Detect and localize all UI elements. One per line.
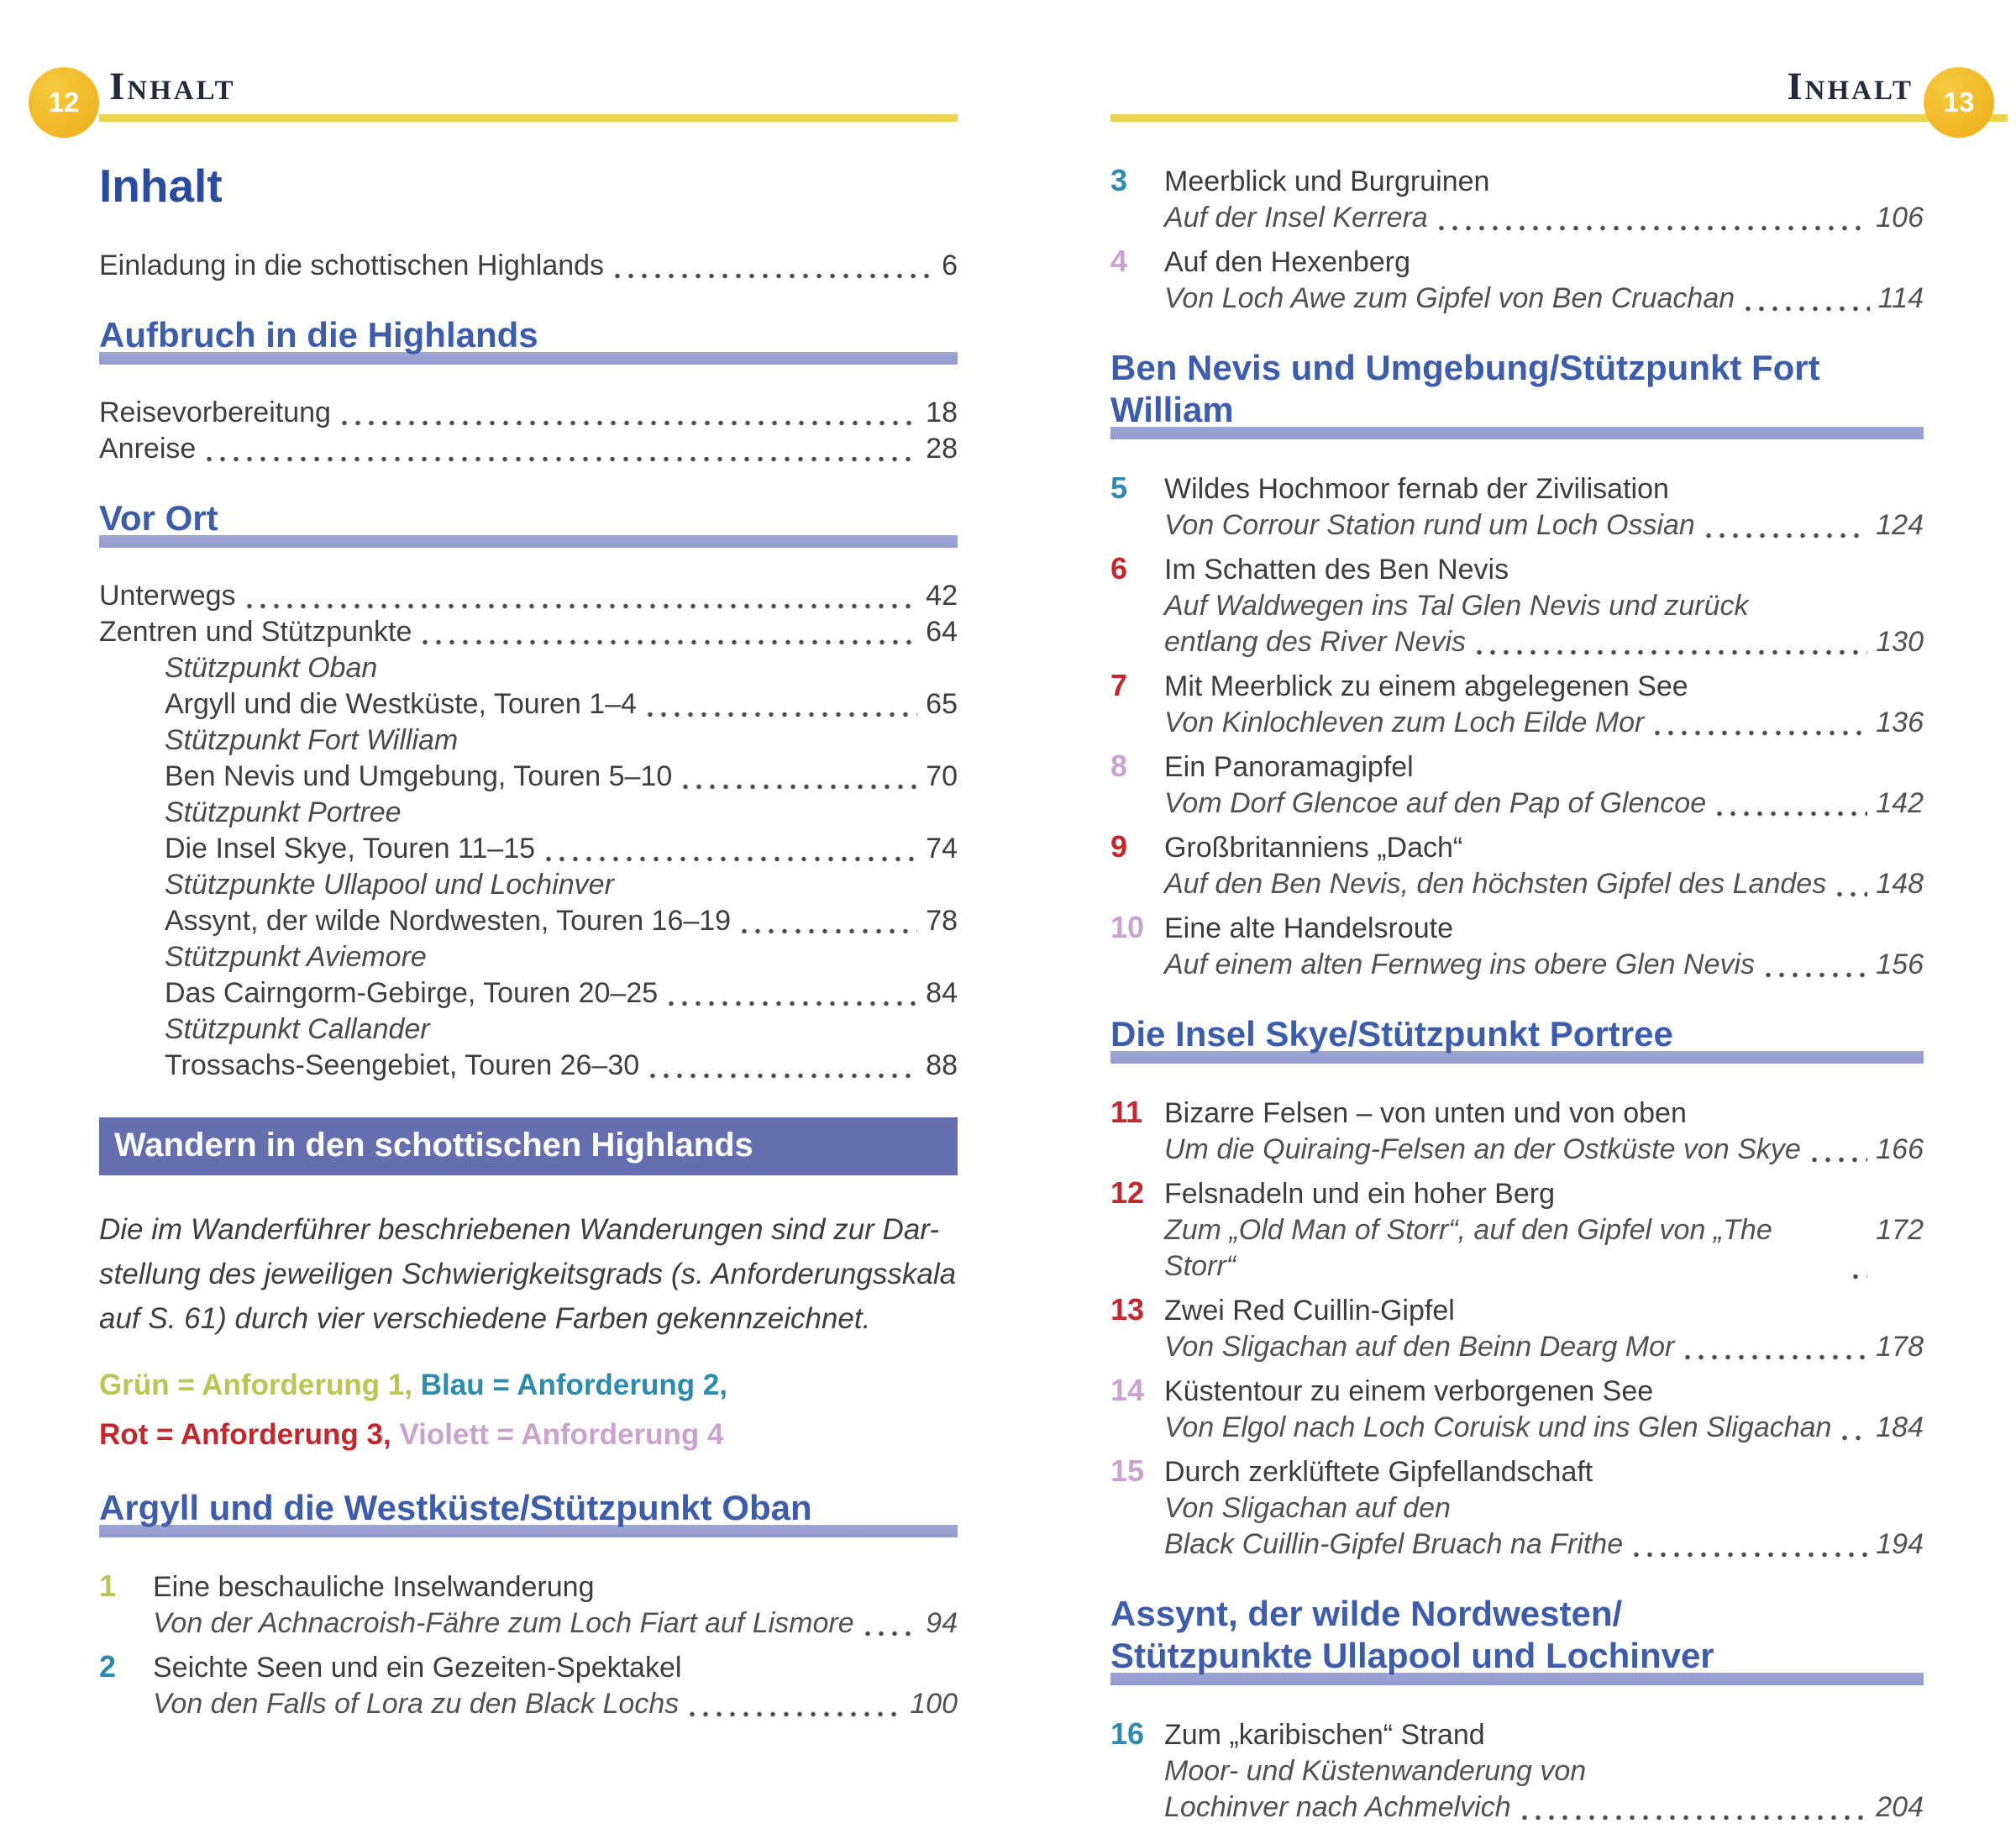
toc-entry [99,431,958,467]
dot-leader [864,1630,918,1637]
tour-subtitle-text: Zum „Old Man of Storr“, auf den Gipfel von „The Storr“ [1164,1214,1772,1282]
tour-item [1110,243,1924,317]
tour-number: 2 [99,1649,117,1684]
tour-title: Im Schatten des Ben Nevis [1164,554,1509,586]
tour-subtitle-text: Auf der Insel Kerrera [1164,202,1428,234]
tour-subtitle [1164,1527,1924,1563]
dot-leader [1765,971,1867,979]
toc-entry-label: Stützpunkt Callander [165,1013,430,1045]
toc-entry-list [99,578,958,1084]
toc-entry-page: 74 [926,833,958,864]
tour-subtitle-row [1110,200,1924,236]
section-heading [1110,1593,1924,1685]
tour-subtitle [1164,1753,1924,1789]
tour-number: 5 [1110,470,1128,505]
tour-subtitle-text: Von der Achnacroish-Fähre zum Loch Fiart auf Lismore [153,1607,854,1639]
toc-entry-label: Stützpunkte Ullapool und Lochinver [165,869,614,901]
tour-number: 12 [1110,1175,1145,1210]
tour-subtitle-text: Von Elgol nach Loch Coruisk und ins Glen Sligachan [1164,1411,1832,1443]
tour-title-row [99,1568,958,1605]
tour-subtitle-row [1110,507,1924,544]
toc-entry-page: 65 [926,688,958,720]
dot-leader [1836,891,1867,898]
tour-subtitle [1164,1789,1924,1826]
tour-subtitle-text: Lochinver nach Achmelvich [1164,1791,1511,1823]
tour-number: 4 [1110,244,1128,278]
note-line: auf S. 61) durch vier verschiedene Farben gekennzeichnet. [99,1302,871,1335]
tour-subtitle-row [1110,947,1924,983]
toc-entry-page: 6 [942,250,958,281]
tour-subtitle-text: entlang des River Nevis [1164,626,1467,658]
tour-section-argyll [99,1487,958,1722]
toc-entry [99,939,958,975]
dot-leader [689,1711,901,1718]
tour-item [1110,470,1924,544]
tour-subtitle-row [1110,1490,1924,1527]
dot-leader [1745,305,1870,313]
tour-list [1110,1094,1924,1563]
tour-subtitle-row [99,1605,958,1642]
tour-item [99,1568,958,1642]
tour-title-row [1110,243,1924,281]
tour-subtitle [1164,1212,1924,1285]
tour-title: Auf den Hexenberg [1164,246,1410,278]
tour-subtitle-row [1110,1410,1924,1446]
tour-subtitle-text: Auf Waldwegen ins Tal Glen Nevis und zurück [1164,590,1749,622]
tour-item [1110,1716,1924,1826]
tour-item [1110,1174,1924,1285]
dot-leader [1438,224,1868,232]
tour-title: Ein Panoramagipfel [1164,751,1414,783]
section-heading-text: Die Insel Skye/Stützpunkt Portree [1110,1014,1673,1054]
tour-item [1110,1291,1924,1365]
section-heading-text: Argyll und die Westküste/Stützpunkt Oban [99,1488,812,1527]
tour-title: Meerblick und Burgruinen [1164,166,1490,197]
dot-leader [614,272,933,280]
tour-subtitle-text: Vom Dorf Glencoe auf den Pap of Glencoe [1164,787,1707,819]
tour-subtitle-row [1110,1789,1924,1826]
tour-page: 178 [1876,1331,1924,1363]
toc-entry-label: Stützpunkt Aviemore [165,941,427,973]
toc-entry-page: 70 [926,760,958,792]
toc-entry [99,759,958,795]
tour-subtitle-text: Von Corrour Station rund um Loch Ossian [1164,509,1695,541]
tour-number: 14 [1110,1373,1145,1407]
tour-group [1110,347,1924,983]
toc-entry [99,903,958,939]
dot-leader [682,783,917,791]
tour-title-row [1110,1453,1924,1490]
toc-entry-page: 42 [926,580,958,612]
dot-leader [1811,1156,1867,1164]
tour-subtitle-row [1110,705,1924,741]
tour-item [1110,667,1924,741]
tour-title: Seichte Seen und ein Gezeiten-Spektakel [153,1652,682,1684]
tour-subtitle-text: Von Sligachan auf den [1164,1492,1451,1524]
toc-entry [99,614,958,650]
toc-entry [99,1012,958,1048]
tour-group [1110,162,1924,317]
tour-title-row [1110,162,1924,200]
tour-title: Zum „karibischen“ Strand [1164,1719,1485,1751]
dot-leader [649,1072,917,1080]
tour-subtitle-text: Moor- und Küstenwanderung von [1164,1755,1587,1787]
tour-page: 172 [1876,1214,1924,1246]
note-line: Die im Wanderführer beschriebenen Wanderungen sind zur Dar- [99,1213,939,1246]
tour-number: 1 [99,1569,117,1603]
toc-entry-label: Unterwegs [99,580,236,612]
tour-item [1110,1372,1924,1446]
tour-subtitle-text: Black Cuillin-Gipfel Bruach na Frithe [1164,1528,1624,1560]
page-right [1110,45,1975,1834]
dot-leader [545,855,917,863]
dot-leader [246,602,918,610]
tour-subtitle [1164,1132,1924,1168]
dot-leader [206,455,917,463]
tour-page: 130 [1876,626,1924,658]
tour-item [1110,162,1924,236]
tour-groups [1110,162,1924,1826]
section-heading-text: Aufbruch in die Highlands [99,315,538,355]
toc-entry-label: Einladung in die schottischen Highlands [99,250,605,281]
toc-entry-label: Stützpunkt Fort William [165,724,459,756]
tour-group [1110,1593,1924,1826]
tour-number: 16 [1110,1716,1145,1751]
toc-entry-list [99,395,958,467]
toc-entry [99,395,958,431]
tour-title-row [1110,748,1924,786]
tour-page: 94 [926,1607,958,1639]
tour-subtitle-text: Von Loch Awe zum Gipfel von Ben Cruachan [1164,282,1735,314]
toc-entry-label: Anreise [99,433,197,465]
toc-entry-label: Das Cairngorm-Gebirge, Touren 20–25 [165,977,659,1009]
toc-entry-label: Zentren und Stützpunkte [99,616,412,648]
tour-subtitle-row [1110,624,1924,660]
tour-page: 136 [1876,707,1924,738]
tour-page: 194 [1876,1528,1924,1560]
legend-segment: Blau = Anforderung 2, [420,1369,728,1401]
tour-subtitle-text: Auf einem alten Fernweg ins obere Glen Nevis [1164,949,1756,980]
toc-entry-label: Stützpunkt Portree [165,796,402,828]
tour-title-row [1110,1716,1924,1753]
toc-entry [99,578,958,614]
tour-subtitle [1164,786,1924,822]
section-heading-text: Vor Ort [99,498,218,538]
tour-item [1110,550,1924,660]
tour-group [1110,1013,1924,1563]
tour-page: 124 [1876,509,1924,541]
tour-page: 166 [1876,1133,1924,1165]
dot-leader [1705,532,1867,539]
toc-entry [99,867,958,903]
tour-page: 156 [1876,949,1924,980]
dot-leader [341,419,917,427]
tour-subtitle [1164,1490,1924,1527]
tour-item [1110,748,1924,822]
tour-title-row [1110,470,1924,507]
tour-title: Mit Meerblick zu einem abgelegenen See [1164,670,1688,702]
tour-subtitle [1164,947,1924,983]
tour-title: Bizarre Felsen – von unten und von oben [1164,1097,1687,1129]
dot-leader [1684,1353,1867,1361]
toc-sections [99,314,958,1084]
dot-leader [1654,729,1867,737]
tour-title-row [1110,550,1924,588]
tour-subtitle-text: Von Kinlochleven zum Loch Eilde Mor [1164,707,1645,738]
tour-subtitle-row [1110,588,1924,624]
page-title: Inhalt [99,160,223,212]
tour-title: Felsnadeln und ein hoher Berg [1164,1178,1555,1210]
toc-entry-label: Ben Nevis und Umgebung, Touren 5–10 [165,760,673,792]
tour-number: 13 [1110,1292,1145,1327]
page-header-right [1110,45,2008,122]
tour-number: 15 [1110,1453,1145,1488]
dot-leader [668,1000,917,1007]
toc-entry-intro [99,248,958,284]
section-heading-text: Stützpunkte Ullapool und Lochinver [1110,1636,1714,1675]
tour-number: 10 [1110,910,1145,944]
tour-title-row [99,1648,958,1686]
toc-entry-page: 28 [926,433,958,465]
toc-entry [99,975,958,1012]
legend-segment: Rot = Anforderung 3, [99,1418,391,1451]
tour-subtitle-text: Von den Falls of Lora zu den Black Lochs [153,1688,680,1720]
toc-entry-label: Stützpunkt Oban [165,652,378,684]
tour-subtitle-row [1110,866,1924,902]
tour-title-row [1110,1372,1924,1410]
difficulty-note [99,1207,958,1341]
dot-leader [1716,810,1867,817]
legend-segment: Violett = Anforderung 4 [399,1418,724,1451]
tour-subtitle-text: Auf den Ben Nevis, den höchsten Gipfel des Landes [1164,868,1827,900]
page-number-badge: 12 [29,67,99,138]
tour-page: 114 [1877,282,1924,314]
section-heading [99,314,958,365]
tour-page: 184 [1876,1411,1924,1443]
tour-subtitle [1164,1329,1924,1365]
toc-entry [99,831,958,867]
tour-subtitle-row [1110,1329,1924,1365]
section-heading [99,1487,958,1537]
toc-entry [99,723,958,759]
tour-subtitle [1164,866,1924,902]
note-line: stellung des jeweiligen Schwierigkeitsgrads (s. Anforderungsskala [99,1258,957,1290]
tour-page: 106 [1876,202,1924,234]
tour-title: Zwei Red Cuillin-Gipfel [1164,1295,1455,1327]
tour-page: 204 [1876,1791,1924,1823]
dot-leader [1852,1273,1867,1280]
tour-title: Eine beschauliche Inselwanderung [153,1571,595,1603]
toc-entry-page: 64 [926,616,958,648]
tour-subtitle-row [1110,1527,1924,1563]
tour-title: Eine alte Handelsroute [1164,912,1454,944]
tour-number: 7 [1110,668,1128,702]
section-heading-text: Ben Nevis und Umgebung/Stützpunkt Fort William [1110,348,1820,429]
tour-subtitle-row [1110,1753,1924,1789]
tour-number: 11 [1110,1095,1143,1129]
tour-subtitle-row [1110,1212,1924,1285]
tour-subtitle-text: Um die Quiraing-Felsen an der Ostküste von Skye [1164,1133,1801,1165]
tour-title: Durch zerklüftete Gipfellandschaft [1164,1456,1593,1488]
legend-line [99,1363,958,1407]
toc-entry-page: 18 [926,397,958,428]
tour-item [99,1648,958,1722]
dot-leader [647,711,917,718]
tour-subtitle [1164,624,1924,660]
page-number-badge: 13 [1924,67,1994,138]
tour-number: 8 [1110,749,1128,783]
tour-subtitle-text: Von Sligachan auf den Beinn Dearg Mor [1164,1331,1675,1363]
toc-entry-label: Assynt, der wilde Nordwesten, Touren 16–19 [165,905,732,937]
tour-subtitle [153,1605,958,1642]
tour-subtitle [1164,200,1924,236]
section-heading [1110,1013,1924,1064]
dot-leader [1476,649,1867,656]
tour-page: 100 [910,1688,958,1720]
tour-subtitle [1164,588,1924,624]
tour-list [1110,1716,1924,1826]
toc-entry-page: 78 [926,905,958,937]
toc-entry [99,795,958,831]
toc-entry-page: 84 [926,977,958,1009]
tour-number: 6 [1110,551,1128,586]
dot-leader [741,928,917,935]
toc-entry [99,686,958,723]
tour-item [1110,1453,1924,1563]
dot-leader [1841,1434,1867,1442]
tour-subtitle-row [1110,1132,1924,1168]
tour-number: 3 [1110,163,1128,197]
tour-subtitle [1164,281,1924,317]
tour-title-row [1110,667,1924,705]
page-header-left [48,45,958,122]
difficulty-legend [99,1363,958,1457]
tour-item [1110,909,1924,983]
tour-page: 148 [1876,868,1924,900]
toc-entry-label: Trossachs-Seengebiet, Touren 26–30 [165,1049,640,1081]
tour-title-row [1110,1174,1924,1212]
tour-subtitle [1164,507,1924,544]
section-heading [99,497,958,548]
tour-title: Küstentour zu einem verborgenen See [1164,1375,1654,1407]
tour-title-row [1110,1094,1924,1132]
tour-item [1110,828,1924,902]
legend-line [99,1412,958,1457]
dot-leader [1633,1551,1867,1558]
tour-subtitle-row [1110,281,1924,317]
running-head: Inhalt [109,65,236,108]
tour-subtitle [153,1686,958,1722]
tour-title-row [1110,828,1924,866]
toc-entry-page: 88 [926,1049,958,1081]
tour-list [99,1568,958,1722]
dot-leader [1521,1814,1868,1821]
tour-page: 142 [1876,787,1924,819]
toc-entry-label: Reisevorbereitung [99,397,331,428]
toc-entry [99,1048,958,1084]
tour-subtitle [1164,1410,1924,1446]
tour-title-row [1110,909,1924,947]
toc-entry-label: Die Insel Skye, Touren 11–15 [165,833,536,864]
tour-subtitle-row [1110,786,1924,822]
tour-title: Wildes Hochmoor fernab der Zivilisation [1164,473,1669,505]
legend-segment: Grün = Anforderung 1, [99,1369,413,1401]
running-head: Inhalt [1787,65,1914,108]
tour-title-row [1110,1291,1924,1329]
section-heading [1110,347,1924,439]
toc-entry [99,650,958,686]
tour-number: 9 [1110,829,1128,864]
tour-item [1110,1094,1924,1168]
tour-title: Großbritanniens „Dach“ [1164,832,1463,864]
tour-subtitle [1164,705,1924,741]
toc-entry-label: Argyll und die Westküste, Touren 1–4 [165,688,637,720]
banner-heading: Wandern in den schottischen Highlands [99,1117,958,1175]
page-left [48,45,958,1729]
section-heading-text: Assynt, der wilde Nordwesten/ [1110,1594,1623,1633]
tour-list [1110,162,1924,317]
tour-list [1110,470,1924,983]
tour-subtitle-row [99,1686,958,1722]
dot-leader [422,638,917,646]
